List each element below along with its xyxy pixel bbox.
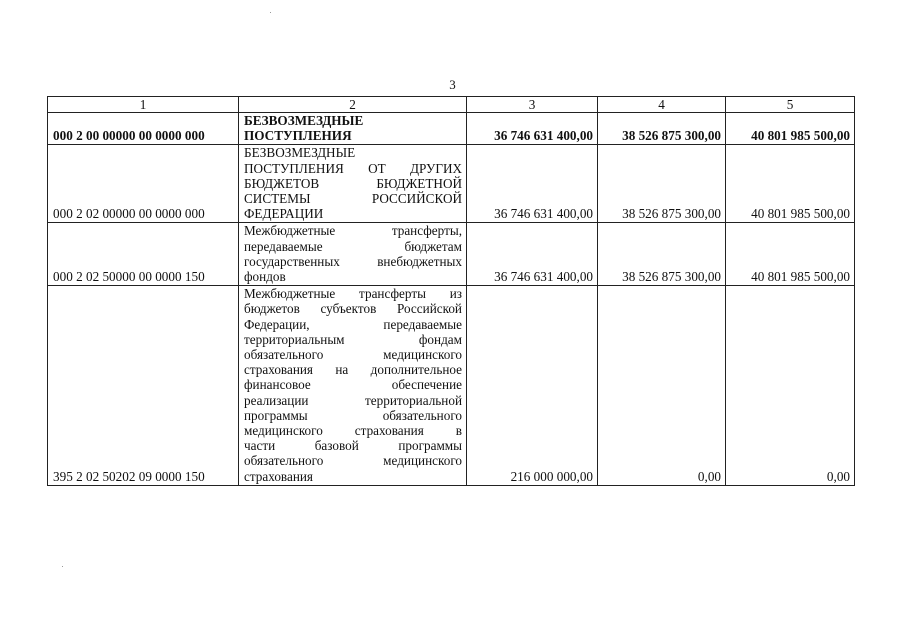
budget-item-name — [239, 286, 467, 486]
item-name-line: БЮДЖЕТОВ БЮДЖЕТНОЙ — [244, 175, 462, 191]
table-row — [48, 113, 855, 145]
table-row — [48, 223, 855, 286]
amount-cell: 40 801 985 500,00 — [726, 223, 855, 286]
item-name-line: Межбюджетные трансферты, — [244, 223, 462, 239]
item-name-line: территориальным фондам — [244, 331, 462, 347]
amount-cell: 36 746 631 400,00 — [467, 145, 598, 223]
item-name-line: Межбюджетные трансферты из — [244, 286, 462, 302]
item-name-line: государственных внебюджетных — [244, 253, 462, 269]
column-header: 1 — [48, 97, 239, 113]
column-header: 3 — [467, 97, 598, 113]
item-name-line: Федерации, передаваемые — [244, 316, 462, 332]
item-name-line: программы обязательного — [244, 407, 462, 423]
page-number: 3 — [449, 77, 456, 92]
budget-code: 000 2 02 50000 00 0000 150 — [48, 223, 239, 286]
item-name-line: медицинского страхования в — [244, 423, 462, 439]
item-name-line: БЕЗВОЗМЕЗДНЫЕ — [244, 145, 356, 161]
table-row — [48, 286, 855, 486]
scan-speck — [62, 566, 63, 567]
budget-item-name — [239, 145, 467, 223]
amount-cell: 38 526 875 300,00 — [598, 223, 726, 286]
amount-cell: 40 801 985 500,00 — [726, 113, 855, 145]
budget-item-name — [239, 223, 467, 286]
item-name-line: ПОСТУПЛЕНИЯ ОТ ДРУГИХ — [244, 160, 462, 176]
amount-cell: 36 746 631 400,00 — [467, 223, 598, 286]
item-name-line: СИСТЕМЫ РОССИЙСКОЙ — [244, 191, 462, 207]
item-name-line: обязательного медицинского — [244, 347, 462, 363]
amount-cell: 38 526 875 300,00 — [598, 145, 726, 223]
header-row — [48, 97, 855, 113]
amount-cell: 36 746 631 400,00 — [467, 113, 598, 145]
item-name-line: финансовое обеспечение — [244, 377, 462, 393]
item-name-line: реализации территориальной — [244, 392, 462, 408]
budget-table — [47, 96, 855, 486]
item-name-line: страхования — [244, 468, 313, 484]
item-name-line: бюджетов субъектов Российской — [244, 301, 462, 317]
column-header: 2 — [239, 97, 467, 113]
item-name-line: ФЕДЕРАЦИИ — [244, 206, 324, 222]
budget-item-name — [239, 113, 467, 145]
item-name-line: страхования на дополнительное — [244, 362, 462, 378]
table-row — [48, 145, 855, 223]
item-name-line: обязательного медицинского — [244, 453, 462, 469]
column-header: 5 — [726, 97, 855, 113]
amount-cell: 0,00 — [598, 286, 726, 486]
amount-cell: 0,00 — [726, 286, 855, 486]
column-header: 4 — [598, 97, 726, 113]
amount-cell: 38 526 875 300,00 — [598, 113, 726, 145]
item-name-line: БЕЗВОЗМЕЗДНЫЕ — [244, 113, 364, 128]
scan-speck — [270, 12, 271, 13]
item-name-line: ПОСТУПЛЕНИЯ — [244, 128, 352, 144]
item-name-line: фондов — [244, 269, 286, 285]
budget-code: 000 2 00 00000 00 0000 000 — [48, 113, 239, 145]
item-name-line: передаваемые бюджетам — [244, 238, 462, 254]
amount-cell: 216 000 000,00 — [467, 286, 598, 486]
amount-cell: 40 801 985 500,00 — [726, 145, 855, 223]
budget-code: 395 2 02 50202 09 0000 150 — [48, 286, 239, 486]
item-name-line: части базовой программы — [244, 438, 462, 454]
budget-code: 000 2 02 00000 00 0000 000 — [48, 145, 239, 223]
